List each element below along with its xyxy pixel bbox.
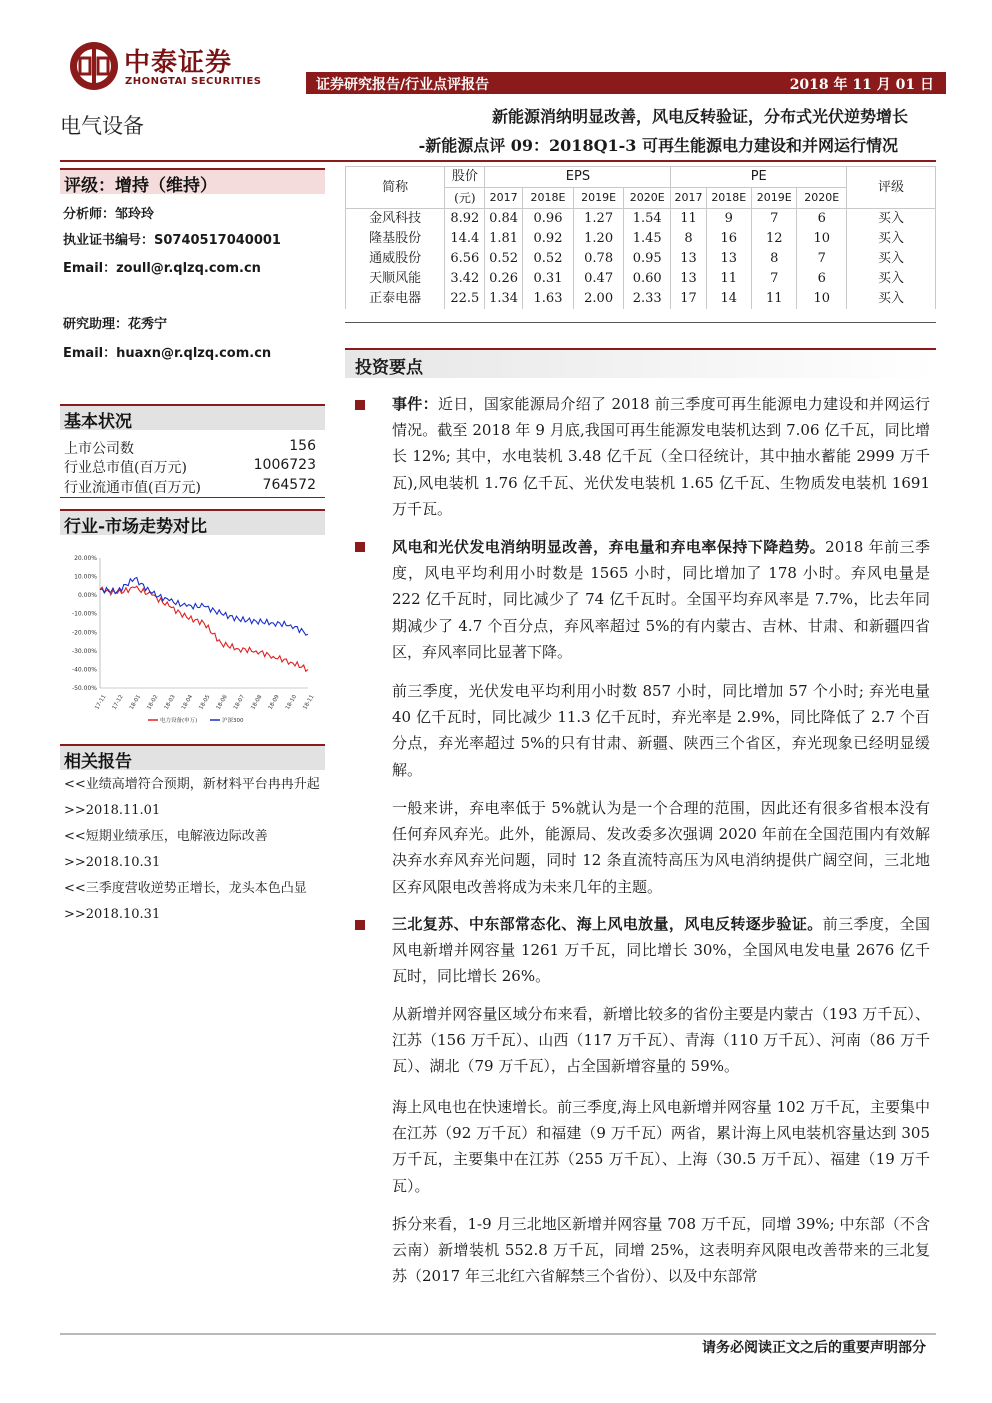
stat-value: 764572 [262,477,316,493]
stock-price: 3.42 [445,269,485,289]
x-tick-label: 18-04 [180,694,195,711]
basic-info-bar [60,404,325,430]
stat-label: 行业总市值(百万元) [64,460,187,476]
eps-value: 0.95 [623,249,671,269]
header-year: 2018E [706,188,751,209]
bullet-text: 2018 年前三季度，风电平均利用小时数是 1565 小时，同比增加了 178 小时。弃风电量是 222 亿千瓦时，同比减少了 74 亿千瓦时。全国平均弃风率是 7.7%，比去年同期减少了 4.7 个百分点，弃风率超过 5%的有内蒙古、吉林、甘肃、和新疆四省区，弃风率同比显著下降。 [392,538,930,661]
y-tick-label: -40.00% [71,666,97,674]
y-tick-label: -50.00% [71,685,97,692]
cert-label: 执业证书编号： [63,233,155,248]
x-tick-label: 18-08 [250,694,264,711]
eps-value: 0.52 [522,249,574,269]
report-banner [306,72,946,94]
body-paragraph: 前三季度，光伏发电平均利用小时数 857 小时，同比增加 57 个小时; 弃光电量 40 亿千瓦时，同比减少 11.3 亿千瓦时，弃光率是 2.9%，同比降低了 2.7 个百分点，弃光率超过 5%的只有甘肃、新疆、陕西三个省区，弃光现象已经明显缓解。 [392,682,930,779]
pe-value: 7 [752,209,797,230]
header-year: 2017 [671,188,706,209]
x-tick-label: 18-01 [128,694,143,711]
stock-rating: 买入 [847,249,936,269]
header-year: 2020E [797,188,847,209]
pe-value: 9 [706,209,751,230]
table-row [346,269,936,289]
investment-points-bar [345,348,936,378]
eps-value: 0.96 [522,209,574,230]
body-paragraph: 从新增并网容量区域分布来看，新增比较多的省份主要是内蒙古（193 万千瓦）、江苏（156 万千瓦）、山西（117 万千瓦）、青海（110 万千瓦）、河南（86 万千瓦）、湖北（79 万千瓦），占全国新增容量的 59%。 [392,1005,930,1076]
header-year: 2018E [522,188,574,209]
pe-value: 14 [706,289,751,309]
header-price-unit: (元) [445,188,485,209]
stock-rating: 买入 [847,229,936,249]
series-line [100,578,308,636]
chart-section-title: 行业-市场走势对比 [64,517,208,537]
eps-value: 1.20 [574,229,624,249]
header-name: 简称 [346,167,445,209]
y-tick-label: 10.00% [74,573,97,581]
cert-line [63,229,281,248]
stock-name: 正泰电器 [346,289,445,309]
analyst-email[interactable]: Email：zoull@r.qlzq.com.cn [63,261,261,276]
pe-value: 10 [797,229,847,249]
brand-name: 中泰证券 [124,48,233,78]
stat-label: 上市公司数 [64,441,134,457]
eps-value: 0.26 [485,269,522,289]
x-tick-label: 18-02 [146,694,160,711]
header-rating: 评级 [847,167,936,209]
bullet-text: 近日，国家能源局介绍了 2018 前三季度可再生能源电力建设和并网运行情况。截至 2018 年 9 月底,我国可再生能源发电装机达到 7.06 亿千瓦，同比增长 12%; 其中，水电装机 3.48 亿千瓦（全口径统计，其中抽水蓄能 2999 万千瓦),风电装机 1.76 亿千瓦、光伏发电装机 1.65 亿千瓦、生物质发电装机 1691 万千瓦。 [392,395,930,518]
header-pe: PE [671,167,847,188]
related-report-link[interactable]: <<业绩高增符合预期，新材料平台冉冉升起>>2018.11.01 [64,777,320,818]
pe-value: 13 [671,249,706,269]
table-row [346,229,936,249]
x-tick-label: 18-07 [232,694,247,711]
pe-value: 11 [752,289,797,309]
pe-value: 10 [797,289,847,309]
bullet-text: 前三季度，全国风电新增并网容量 1261 万千瓦，同比增长 30%，全国风电发电量 2676 亿千瓦时，同比增长 26%。 [392,915,930,986]
series-line [100,586,308,671]
square-bullet-icon [355,920,365,930]
disclaimer-note: 请务必阅读正文之后的重要声明部分 [702,1340,926,1356]
square-bullet-icon [355,542,365,552]
table-row [346,289,936,309]
analyst-label: 分析师： [63,207,116,222]
trend-chart [60,540,325,730]
report-type: 证券研究报告/行业点评报告 [316,77,490,93]
pe-value: 7 [797,249,847,269]
title-divider [60,160,936,162]
eps-value: 0.78 [574,249,624,269]
eps-value: 0.92 [522,229,574,249]
pe-value: 7 [752,269,797,289]
bullet-paragraph [392,534,930,665]
pe-value: 6 [797,269,847,289]
pe-value: 17 [671,289,706,309]
x-tick-label: 18-05 [198,694,212,711]
rating-title: 评级：增持（维持） [64,176,217,196]
x-tick-label: 17-12 [111,694,125,711]
table-bottom-rule [345,322,936,323]
eps-value: 0.47 [574,269,624,289]
stats-divider [60,497,325,498]
stock-price: 6.56 [445,249,485,269]
related-bar [60,744,325,770]
x-tick-label: 18-11 [302,694,316,711]
body-paragraph: 一般来讲，弃电率低于 5%就认为是一个合理的范围，因此还有很多省根本没有任何弃风弃光。此外，能源局、发改委多次强调 2020 年前在全国范围内有效解决弃水弃风弃光问题，同时 12 条直流特高压为风电消纳提供广阔空间，三北地区弃风限电改善将成为未来几年的主题。 [392,799,930,896]
stock-price: 8.92 [445,209,485,230]
eps-value: 1.81 [485,229,522,249]
bullet-paragraph [392,911,930,990]
sector-name: 电气设备 [60,114,144,138]
assistant-label: 研究助理： [63,317,129,332]
report-date: 2018 年 11 月 01 日 [789,77,934,93]
pe-value: 8 [752,249,797,269]
footer-divider [60,1333,936,1335]
eps-value: 1.45 [623,229,671,249]
legend-label: 电力设备(申万) [160,718,198,724]
eps-value: 1.54 [623,209,671,230]
stat-value: 156 [289,438,316,454]
analyst-line [63,203,154,222]
stock-name: 通威股份 [346,249,445,269]
x-tick-label: 18-09 [267,694,281,711]
pe-value: 6 [797,209,847,230]
pe-value: 11 [706,269,751,289]
stock-name: 天顺风能 [346,269,445,289]
brand-name-en: ZHONGTAI SECURITIES [125,76,262,87]
pe-value: 16 [706,229,751,249]
x-tick-label: 18-06 [215,694,229,711]
bullet-paragraph [392,391,930,522]
report-title: 新能源消纳明显改善，风电反转验证，分布式光伏逆势增长 [491,107,908,126]
eps-value: 0.60 [623,269,671,289]
eps-value: 1.63 [522,289,574,309]
y-tick-label: 20.00% [74,555,97,562]
eps-value: 1.27 [574,209,624,230]
body-paragraph: 海上风电也在快速增长。前三季度,海上风电新增并网容量 102 万千瓦，主要集中在江苏（92 万千瓦）和福建（9 万千瓦）两省，累计海上风电装机容量达到 305 万千瓦，主要集中在江苏（255 万千瓦）、上海（30.5 万千瓦）、福建（19 万千瓦）。 [392,1098,930,1195]
header-year: 2019E [752,188,797,209]
table-row [346,209,936,230]
zhongtai-logo-icon [68,40,120,92]
investment-points-title: 投资要点 [355,358,423,378]
eps-value: 2.33 [623,289,671,309]
bullet-lead: 事件： [392,395,438,413]
analyst-name: 邹玲玲 [115,207,155,222]
x-tick-label: 18-10 [284,694,299,711]
stock-price: 22.5 [445,289,485,309]
stock-name: 隆基股份 [346,229,445,249]
pe-value: 12 [752,229,797,249]
assistant-name: 花秀宁 [128,317,168,332]
x-tick-label: 17-11 [94,694,108,711]
eps-value: 0.52 [485,249,522,269]
bullet-lead: 风电和光伏发电消纳明显改善，弃电量和弃电率保持下降趋势。 [392,538,826,556]
related-report-link[interactable]: <<短期业绩承压，电解液边际改善>>2018.10.31 [64,829,268,870]
y-tick-label: -30.00% [71,647,97,655]
header-price: 股价 [445,167,485,188]
stock-rating: 买入 [847,289,936,309]
report-subtitle: -新能源点评 09：2018Q1-3 可再生能源电力建设和并网运行情况 [418,136,898,155]
y-tick-label: 0.00% [77,592,97,600]
bullet-lead: 三北复苏、中东部常态化、海上风电放量，风电反转逐步验证。 [392,915,823,933]
assistant-email[interactable]: Email：huaxn@r.qlzq.com.cn [63,346,272,361]
table-row [346,249,936,269]
stat-label: 行业流通市值(百万元) [64,480,201,496]
header-year: 2019E [574,188,624,209]
legend-label: 沪深300 [222,718,244,724]
assistant-line [63,313,167,332]
header-year: 2020E [623,188,671,209]
stat-value: 1006723 [253,457,316,473]
pe-value: 13 [706,249,751,269]
pe-value: 11 [671,209,706,230]
eps-value: 2.00 [574,289,624,309]
stock-rating: 买入 [847,209,936,230]
stock-rating: 买入 [847,269,936,289]
y-tick-label: -20.00% [71,629,97,637]
x-tick-label: 18-03 [163,694,177,711]
related-title: 相关报告 [64,752,132,772]
rating-bar [60,168,325,194]
eps-value: 1.34 [485,289,522,309]
header-eps: EPS [485,167,671,188]
header-year: 2017 [485,188,522,209]
eps-value: 0.31 [522,269,574,289]
cert-number: S0740517040001 [154,233,281,248]
chart-bar [60,509,325,535]
stock-rating-table [345,166,936,309]
y-tick-label: -10.00% [71,610,97,618]
basic-info-title: 基本状况 [64,412,132,432]
pe-value: 8 [671,229,706,249]
eps-value: 0.84 [485,209,522,230]
square-bullet-icon [355,400,365,410]
pe-value: 13 [671,269,706,289]
stock-price: 14.4 [445,229,485,249]
body-paragraph: 拆分来看，1-9 月三北地区新增并网容量 708 万千瓦，同增 39%; 中东部（不含云南）新增装机 552.8 万千瓦，同增 25%，这表明弃风限电改善带来的三北复苏（2017 年三北红六省解禁三个省份）、以及中东部常 [392,1215,930,1286]
related-report-link[interactable]: <<三季度营收逆势正增长，龙头本色凸显>>2018.10.31 [64,881,307,922]
stock-name: 金风科技 [346,209,445,230]
